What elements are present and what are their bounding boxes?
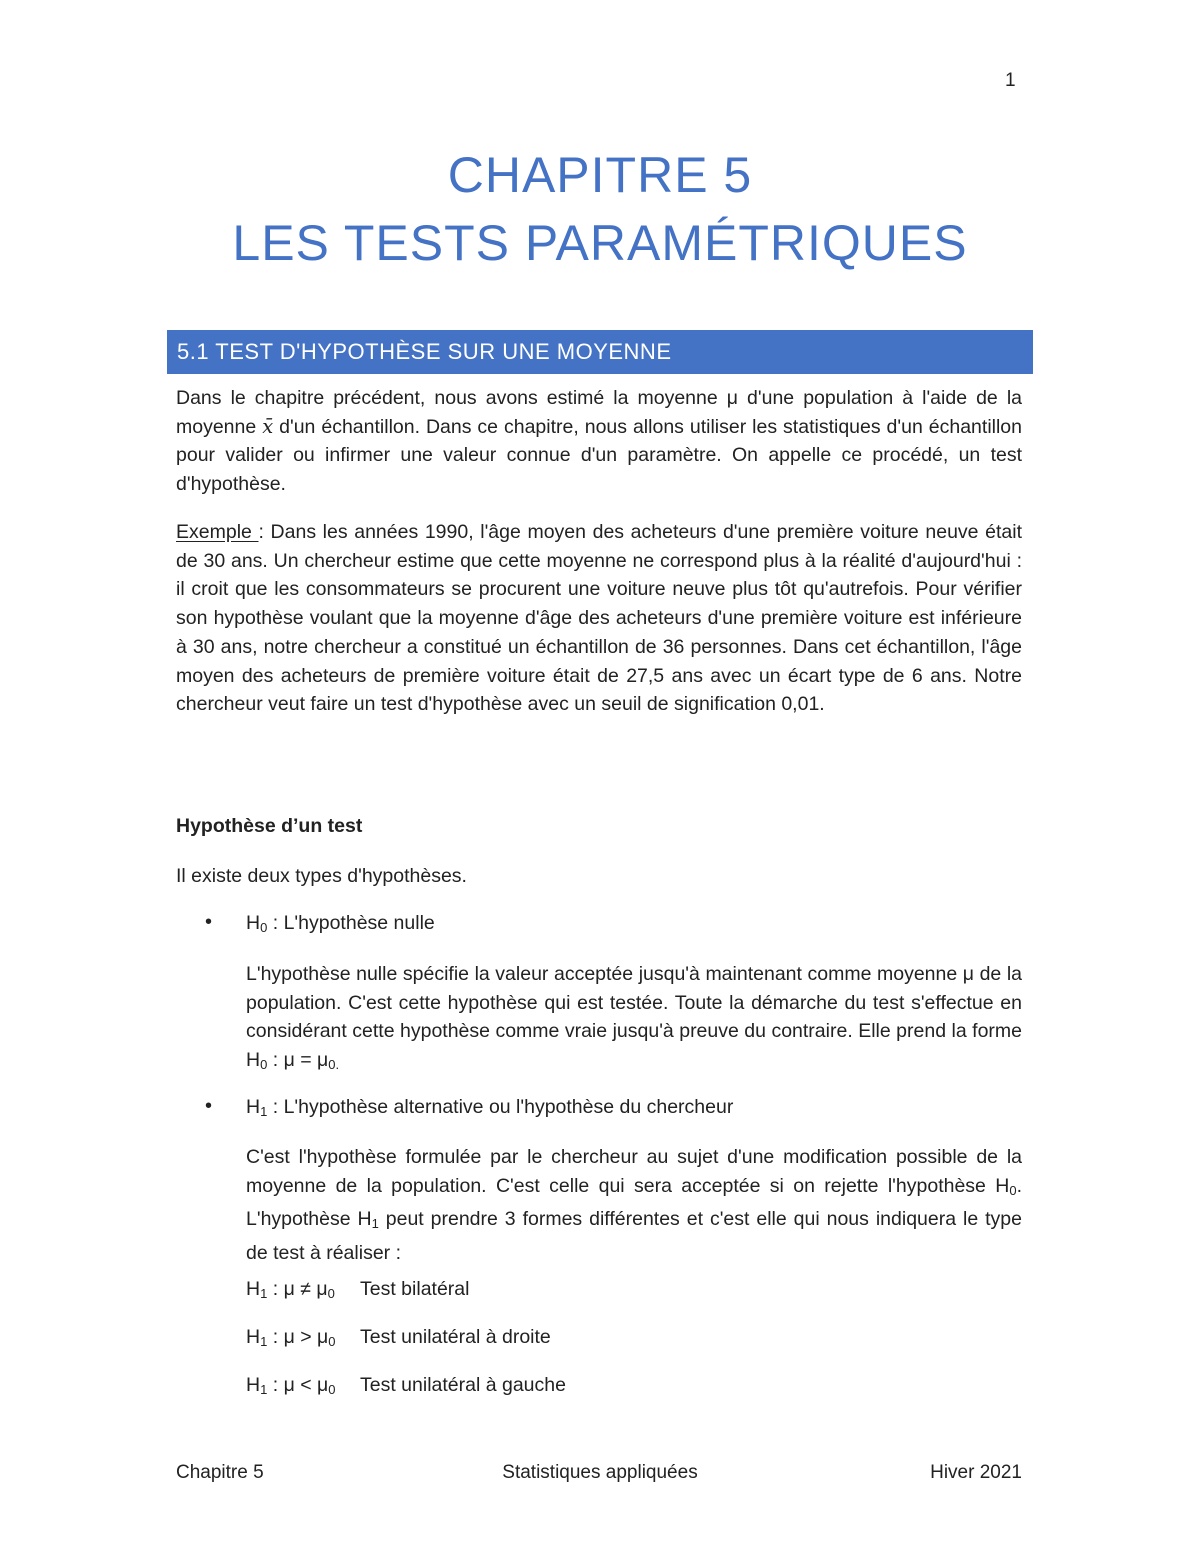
h1-desc-sub-1: 0: [1009, 1182, 1017, 1198]
h0-desc-text-1: L'hypothèse nulle spécifie la valeur acceptée jusqu'à maintenant comme moyenne μ de la population. C'est cette hypothèse qui est testée. Toute la démarche du test s'effectue en considérant cette hypothèse comme vraie jusqu'à preuve du contraire. Elle prend la forme H: [246, 963, 1022, 1072]
footer-left: Chapitre 5: [176, 1462, 264, 1483]
h0-subscript: 0: [260, 920, 268, 935]
example-label: Exemple: [176, 521, 259, 543]
test-form-bilateral: [246, 1278, 469, 1301]
form-op: : μ < μ: [267, 1374, 329, 1396]
h1-description: [246, 1143, 1022, 1268]
test-form-expression: [246, 1278, 360, 1301]
test-form-label: Test unilatéral à droite: [360, 1326, 551, 1348]
form-h: H: [246, 1374, 261, 1396]
bullet-icon: •: [205, 1095, 213, 1117]
hypothesis-heading: Hypothèse d’un test: [176, 815, 363, 837]
example-paragraph: [176, 518, 1022, 719]
test-form-expression: [246, 1326, 360, 1349]
h1-desc-text-3: peut prendre 3 formes différentes et c'est elle qui nous indiquera le type de test à réaliser :: [246, 1208, 1022, 1265]
section-heading: 5.1 TEST D'HYPOTHÈSE SUR UNE MOYENNE: [177, 339, 672, 364]
form-h-sub: 1: [260, 1334, 268, 1349]
h0-title: [246, 912, 435, 935]
form-op: : μ ≠ μ: [267, 1278, 328, 1300]
h0-desc-sub-1: 0: [260, 1057, 268, 1073]
intro-paragraph: [176, 384, 1022, 499]
intro-text-2: d'un échantillon. Dans ce chapitre, nous allons utiliser les statistiques d'un échantillon pour valider ou infirmer une valeur connue d'un paramètre. On appelle ce procédé, un test d'hypothèse.: [176, 415, 1023, 496]
form-op: : μ > μ: [267, 1326, 329, 1348]
form-op-sub: 0: [327, 1286, 335, 1301]
h1-symbol: H: [246, 1096, 261, 1118]
bullet-icon: •: [205, 911, 213, 933]
footer-center: Statistiques appliquées: [502, 1462, 698, 1483]
page-number: 1: [1005, 70, 1016, 91]
h1-desc-text-2: . L'hypothèse H: [246, 1174, 1022, 1231]
h1-desc-text-1: C'est l'hypothèse formulée par le chercheur au sujet d'une modification possible de la moyenne de la population. C'est celle qui sera acceptée si on rejette l'hypothèse H: [246, 1146, 1022, 1197]
test-form-expression: [246, 1374, 360, 1397]
h1-title: [246, 1096, 733, 1119]
form-op-sub: 0: [328, 1382, 336, 1397]
form-h: H: [246, 1278, 261, 1300]
example-text: : Dans les années 1990, l'âge moyen des acheteurs d'une première voiture neuve était de 30 ans. Un chercheur estime que cette moyenne ne correspond plus à la réalité d'aujourd'hui : il croit que les consommateurs se procurent une voiture neuve plus tôt qu'autrefois. Pour vérifier son hypothèse voulant que la moyenne d'âge des acheteurs d'une première voiture est inférieure à 30 ans, notre chercheur a constitué un échantillon de 36 personnes. Dans cet échantillon, l'âge moyen des acheteurs de première voiture était de 27,5 ans avec un écart type de 6 ans. Notre chercheur veut faire un test d'hypothèse avec un seuil de signification 0,01.: [176, 521, 1022, 716]
test-form-label: Test bilatéral: [360, 1278, 470, 1300]
form-op-sub: 0: [328, 1334, 336, 1349]
xbar-symbol: x̄: [262, 414, 274, 438]
h0-title-text: : L'hypothèse nulle: [267, 912, 435, 934]
form-h: H: [246, 1326, 261, 1348]
footer-right: Hiver 2021: [930, 1462, 1022, 1483]
hypothesis-intro: Il existe deux types d'hypothèses.: [176, 865, 467, 887]
h1-subscript: 1: [260, 1104, 268, 1119]
h1-title-text: : L'hypothèse alternative ou l'hypothèse du chercheur: [267, 1096, 734, 1118]
h0-desc-text-2: : μ = μ: [267, 1049, 329, 1072]
form-h-sub: 1: [260, 1382, 268, 1397]
h0-description: [246, 960, 1022, 1080]
test-form-label: Test unilatéral à gauche: [360, 1374, 566, 1396]
section-heading-bar: [167, 330, 1033, 374]
h0-desc-sub-2: 0.: [328, 1057, 340, 1073]
test-form-right: [246, 1326, 551, 1349]
chapter-subtitle: LES TESTS PARAMÉTRIQUES: [232, 215, 968, 271]
intro-text-1: Dans le chapitre précédent, nous avons estimé la moyenne μ d'une population à l'aide de la moyenne: [176, 387, 1022, 438]
chapter-title: CHAPITRE 5: [447, 147, 753, 203]
test-form-left: [246, 1374, 566, 1397]
h1-desc-sub-2: 1: [371, 1216, 379, 1232]
form-h-sub: 1: [260, 1286, 268, 1301]
h0-symbol: H: [246, 912, 261, 934]
